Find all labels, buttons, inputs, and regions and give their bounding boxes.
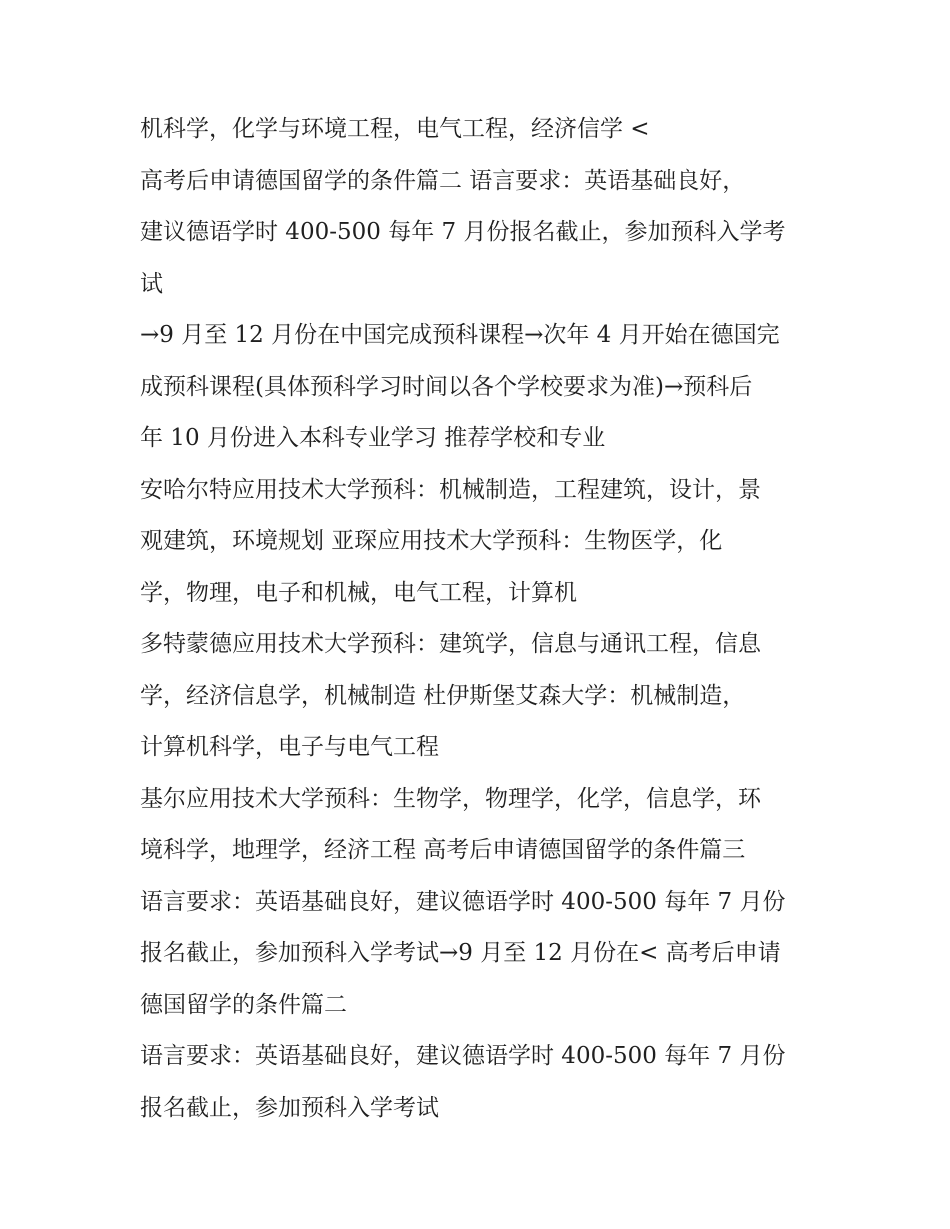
- text-line: 高考后申请德国留学的条件篇二 语言要求：英语基础良好，: [140, 167, 746, 194]
- text-line: 建议德语学时 400-500 每年 7 月份报名截止，参加预科入学考: [140, 219, 786, 245]
- text-line: 观建筑，环境规划 亚琛应用技术大学预科：生物医学，化: [140, 528, 723, 554]
- text-line: 学，物理，电子和机械，电气工程，计算机: [140, 579, 577, 606]
- text-line: 计算机科学，电子与电气工程: [140, 734, 439, 760]
- text-line: 语言要求：英语基础良好，建议德语学时 400-500 每年 7 月份: [140, 1043, 786, 1069]
- text-line: 学，经济信息学，机械制造 杜伊斯堡艾森大学：机械制造，: [140, 682, 746, 709]
- text-line: 成预科课程(具体预科学习时间以各个学校要求为准)→预科后: [140, 373, 753, 400]
- text-line: 报名截止，参加预科入学考试: [140, 1094, 439, 1121]
- text-line: 语言要求：英语基础良好，建议德语学时 400-500 每年 7 月份: [140, 888, 786, 915]
- text-line: 境科学，地理学，经济工程 高考后申请德国留学的条件篇三: [140, 837, 746, 863]
- text-line: 安哈尔特应用技术大学预科：机械制造，工程建筑，设计，景: [140, 476, 761, 503]
- text-line: 年 10 月份进入本科专业学习 推荐学校和专业: [140, 425, 606, 451]
- text-line: 基尔应用技术大学预科：生物学，物理学，化学，信息学，环: [140, 785, 761, 812]
- text-line: 试: [140, 270, 163, 297]
- text-line: →9 月至 12 月份在中国完成预科课程→次年 4 月开始在德国完: [140, 322, 780, 348]
- document-body: [140, 104, 820, 1134]
- text-line: 机科学，化学与环境工程，电气工程，经济信学 <: [140, 116, 650, 142]
- text-line: 报名截止，参加预科入学考试→9 月至 12 月份在< 高考后申请: [140, 940, 781, 966]
- text-line: 德国留学的条件篇二: [140, 991, 347, 1018]
- text-line: 多特蒙德应用技术大学预科：建筑学，信息与通讯工程，信息: [140, 631, 761, 657]
